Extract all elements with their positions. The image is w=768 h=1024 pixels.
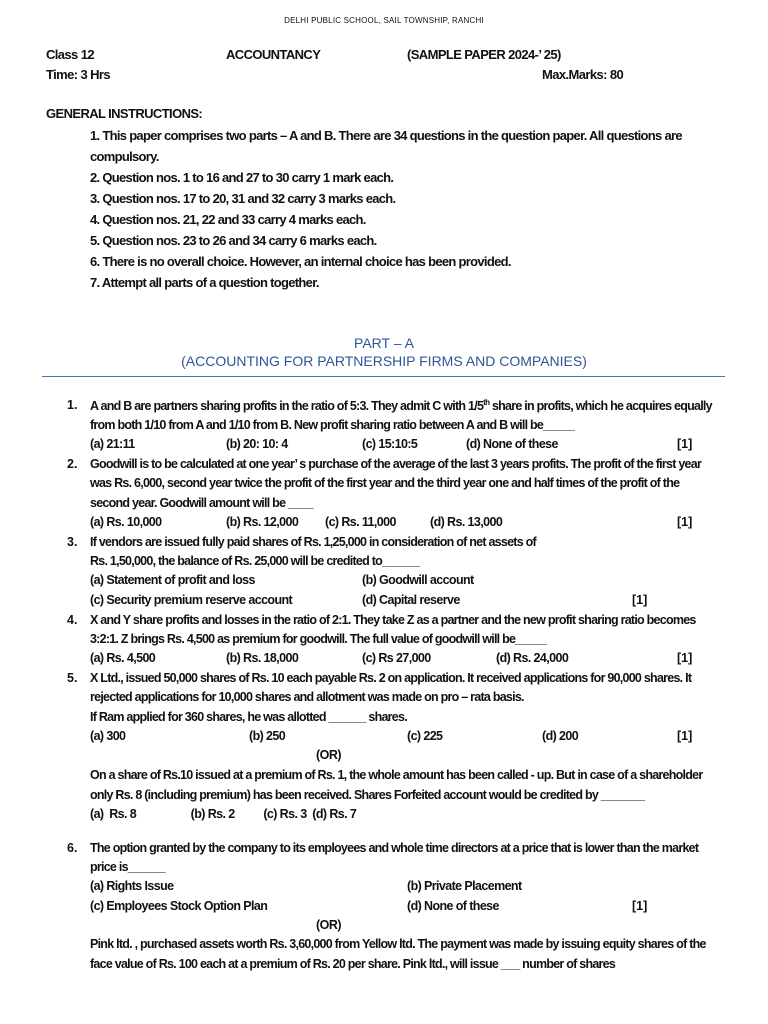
marks-label: [1] — [632, 899, 648, 913]
paper-label: (SAMPLE PAPER 2024-’ 25) — [407, 47, 561, 62]
instruction-item: 3. Question nos. 17 to 20, 31 and 32 carry 3 marks each. — [90, 191, 396, 206]
option-a: (a) 21:11 — [90, 437, 135, 451]
option-b: (b) Goodwill account — [362, 573, 474, 587]
option-c: (c) Rs. 11,000 — [325, 515, 396, 529]
subject-label: ACCOUNTANCY — [226, 47, 321, 62]
option-a: (a) Rights Issue — [90, 879, 174, 893]
question-number: 3. — [67, 535, 78, 549]
question-text: price is______ — [90, 860, 165, 874]
instruction-item: compulsory. — [90, 149, 159, 164]
part-title: PART – A — [354, 335, 414, 351]
option-b: (b) 250 — [249, 729, 286, 743]
question-text: face value of Rs. 100 each at a premium of Rs. 20 per share. Pink ltd., will issue ___ number of shares — [90, 957, 616, 971]
max-marks-label: Max.Marks: 80 — [542, 67, 624, 82]
instruction-item: 6. There is no overall choice. However, an internal choice has been provided. — [90, 254, 511, 269]
question-number: 6. — [67, 841, 78, 855]
instructions-list — [90, 125, 730, 293]
instruction-item: 4. Question nos. 21, 22 and 33 carry 4 marks each. — [90, 212, 366, 227]
option-a: (a) Rs. 10,000 — [90, 515, 162, 529]
option-b: (b) 20: 10: 4 — [226, 437, 288, 451]
question-text: X and Y share profits and losses in the ratio of 2:1. They take Z as a partner and the new profit sharing ratio becomes — [90, 613, 696, 627]
question-text: X Ltd., issued 50,000 shares of Rs. 10 each payable Rs. 2 on application. It received applications for 90,000 shares. It — [90, 671, 692, 685]
question-text: was Rs. 6,000, second year twice the profit of the first year and the third year one and half times of the profit of the — [90, 476, 680, 490]
option-c: (c) 225 — [407, 729, 443, 743]
question-text: Goodwill is to be calculated at one year’ s purchase of the average of the last 3 years profits. The profit of the first year — [90, 457, 702, 471]
option-a: (a) 300 — [90, 729, 126, 743]
question-text: A and B are partners sharing profits in the ratio of 5:3. They admit C with 1/5th share in profits, which he acquires equally — [90, 398, 712, 414]
option-c: (c) Rs 27,000 — [362, 651, 431, 665]
section-divider — [42, 376, 725, 377]
option-d: (d) Rs. 13,000 — [430, 515, 503, 529]
or-separator: (OR) — [316, 918, 342, 932]
question-text: The option granted by the company to its employees and whole time directors at a price that is lower than the market — [90, 841, 699, 855]
option-c: (c) Security premium reserve account — [90, 593, 293, 607]
question-number: 2. — [67, 457, 78, 471]
question-text: If vendors are issued fully paid shares of Rs. 1,25,000 in consideration of net assets of — [90, 535, 536, 549]
option-row: (a) Rs. 8 (b) Rs. 2 (c) Rs. 3 (d) Rs. 7 — [90, 807, 357, 821]
option-c: (c) Employees Stock Option Plan — [90, 899, 268, 913]
marks-label: [1] — [677, 651, 693, 665]
question-text: rejected applications for 10,000 shares and allotment was made on pro – rata basis. — [90, 690, 524, 704]
question-text: from both 1/10 from A and 1/10 from B. New profit sharing ratio between A and B will be_____ — [90, 418, 575, 432]
option-d: (d) None of these — [407, 899, 499, 913]
instruction-item: 5. Question nos. 23 to 26 and 34 carry 6 marks each. — [90, 233, 377, 248]
option-c: (c) 15:10:5 — [362, 437, 418, 451]
school-name: DELHI PUBLIC SCHOOL, SAIL TOWNSHIP, RANCHI — [284, 16, 484, 25]
question-text: only Rs. 8 (including premium) has been received. Shares Forfeited account would be credited by _______ — [90, 788, 645, 802]
instruction-item: 1. This paper comprises two parts – A and B. There are 34 questions in the question paper. All questions are — [90, 128, 682, 143]
instructions-heading: GENERAL INSTRUCTIONS: — [46, 106, 203, 121]
option-d: (d) 200 — [542, 729, 579, 743]
part-subtitle: (ACCOUNTING FOR PARTNERSHIP FIRMS AND COMPANIES) — [181, 353, 587, 369]
option-b: (b) Rs. 18,000 — [226, 651, 299, 665]
class-label: Class 12 — [46, 47, 94, 62]
instruction-item: 7. Attempt all parts of a question together. — [90, 275, 319, 290]
or-separator: (OR) — [316, 748, 342, 762]
option-d: (d) Capital reserve — [362, 593, 460, 607]
option-b: (b) Private Placement — [407, 879, 522, 893]
question-text: If Ram applied for 360 shares, he was allotted ______ shares. — [90, 710, 407, 724]
time-label: Time: 3 Hrs — [46, 67, 110, 82]
question-number: 5. — [67, 671, 78, 685]
marks-label: [1] — [677, 515, 693, 529]
marks-label: [1] — [677, 437, 693, 451]
instruction-item: 2. Question nos. 1 to 16 and 27 to 30 carry 1 mark each. — [90, 170, 394, 185]
marks-label: [1] — [677, 729, 693, 743]
question-number: 1. — [67, 398, 78, 412]
option-a: (a) Statement of profit and loss — [90, 573, 255, 587]
question-text: 3:2:1. Z brings Rs. 4,500 as premium for goodwill. The full value of goodwill will be_____ — [90, 632, 547, 646]
question-text: Rs. 1,50,000, the balance of Rs. 25,000 will be credited to______ — [90, 554, 420, 568]
option-d: (d) Rs. 24,000 — [496, 651, 569, 665]
option-a: (a) Rs. 4,500 — [90, 651, 156, 665]
question-text: Pink ltd. , purchased assets worth Rs. 3,60,000 from Yellow ltd. The payment was made by issuing equity shares of the — [90, 937, 706, 951]
marks-label: [1] — [632, 593, 648, 607]
option-d: (d) None of these — [466, 437, 558, 451]
question-text: second year. Goodwill amount will be ____ — [90, 496, 313, 510]
question-text: On a share of Rs.10 issued at a premium of Rs. 1, the whole amount has been called - up. But in case of a shareholder — [90, 768, 703, 782]
question-number: 4. — [67, 613, 78, 627]
option-b: (b) Rs. 12,000 — [226, 515, 299, 529]
